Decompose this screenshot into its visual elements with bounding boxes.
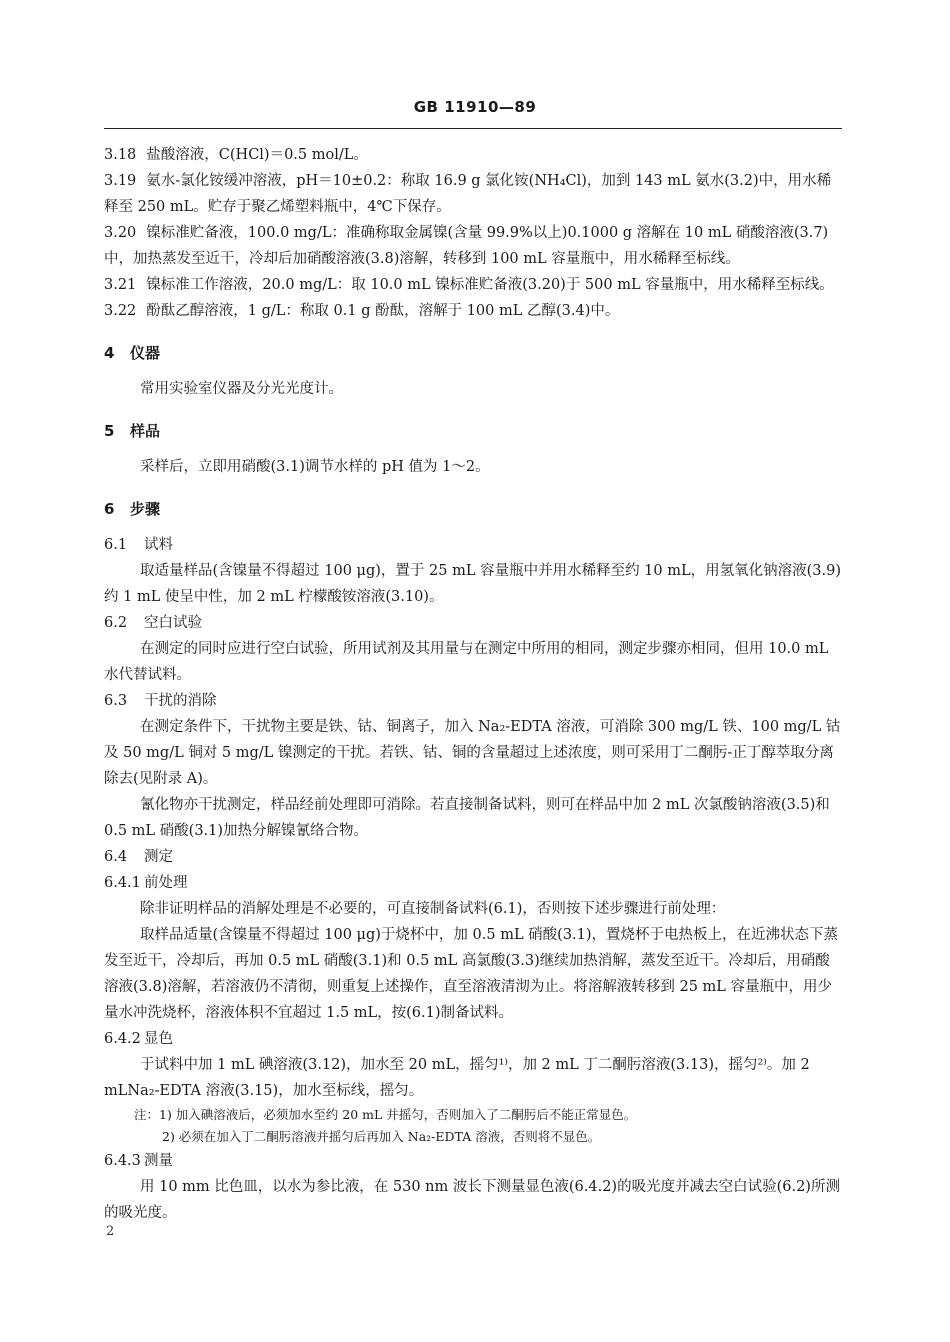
subsection-6-1-body: 取适量样品(含镍量不得超过 100 μg)，置于 25 mL 容量瓶中并用水稀释至约 10 mL，用氢氧化钠溶液(3.9)约 1 mL 使呈中性，加 2 mL 柠檬酸铵溶液(3.10)。	[104, 563, 841, 605]
subsection-6-4-2-heading: 6.4.2 显色	[104, 1031, 173, 1047]
clause-text: 盐酸溶液，C(HCl)＝0.5 mol/L。	[146, 147, 368, 163]
subsection-6-3-body-1: 在测定条件下，干扰物主要是铁、钴、铜离子，加入 Na₂-EDTA 溶液，可消除 300 mg/L 铁、100 mg/L 钴及 50 mg/L 铜对 5 mg/L 镍测定的干扰。若铁、钴、铜的含量超过上述浓度，则可采用丁二酮肟-正丁醇萃取分离除去(见附录 A)。	[104, 719, 841, 787]
clause-3-20	[104, 220, 844, 272]
subsection-6-4-3-body: 用 10 mm 比色皿，以水为参比液，在 530 nm 波长下测量显色液(6.4.2)的吸光度并减去空白试验(6.2)所测的吸光度。	[104, 1179, 840, 1221]
header-rule	[104, 128, 842, 129]
section-6-heading: 6 步骤	[104, 500, 161, 518]
note-2: 2) 必须在加入丁二酮肟溶液并摇匀后再加入 Na₂-EDTA 溶液，否则将不显色。	[162, 1129, 601, 1144]
subsection-6-4-2-body: 于试料中加 1 mL 碘溶液(3.12)，加水至 20 mL，摇匀¹⁾，加 2 mL 丁二酮肟溶液(3.13)，摇匀²⁾。加 2 mLNa₂-EDTA 溶液(3.15)，加水至标线，摇匀。	[104, 1057, 810, 1099]
clause-number: 3.18	[104, 147, 137, 163]
clause-3-18	[104, 142, 844, 168]
clause-text: 镍标准贮备液，100.0 mg/L：准确称取金属镍(含量 99.9%以上)0.1000 g 溶解在 10 mL 硝酸溶液(3.7)中，加热蒸发至近干，冷却后加硝酸溶液(3.8)溶解，转移到 100 mL 容量瓶中，用水稀释至标线。	[104, 225, 829, 267]
section-4-heading: 4 仪器	[104, 344, 161, 362]
subsection-6-4-1-body-2: 取样品适量(含镍量不得超过 100 μg)于烧杯中，加 0.5 mL 硝酸(3.1)，置烧杯于电热板上，在近沸状态下蒸发至近干，冷却后，再加 0.5 mL 硝酸(3.1)和 0.5 mL 高氯酸(3.3)继续加热消解，蒸发至近干。冷却后，用硝酸溶液(3.8)溶解，若溶液仍不清彻，则重复上述操作，直至溶液清沏为止。将溶解液转移到 25 mL 容量瓶中，用少量水冲洗烧杯，溶液体积不宜超过 1.5 mL，按(6.1)制备试料。	[104, 927, 839, 1021]
subsection-6-2-heading: 6.2 空白试验	[104, 615, 202, 631]
clause-number: 3.22	[104, 303, 137, 319]
note-1: 注：1) 加入碘溶液后，必须加水至约 20 mL 并摇匀，否则加入了二酮肟后不能正常显色。	[134, 1107, 637, 1122]
section-5-body: 采样后，立即用硝酸(3.1)调节水样的 pH 值为 1～2。	[140, 459, 490, 475]
subsection-6-2-body: 在测定的同时应进行空白试验，所用试剂及其用量与在测定中所用的相同，测定步骤亦相同，但用 10.0 mL 水代替试料。	[104, 641, 829, 683]
page-number: 2	[106, 1224, 115, 1239]
subsection-6-3-heading: 6.3 干扰的消除	[104, 693, 217, 709]
clause-number: 3.21	[104, 277, 137, 293]
subsection-6-4-1-heading: 6.4.1 前处理	[104, 875, 188, 891]
page-content	[104, 142, 844, 1226]
standard-header: GB 11910—89	[413, 98, 537, 116]
clause-3-22	[104, 298, 844, 324]
subsection-6-4-1-body-1: 除非证明样品的消解处理是不必要的，可直接制备试料(6.1)，否则按下述步骤进行前处理：	[140, 901, 726, 917]
clause-text: 氨水-氯化铵缓冲溶液，pH＝10±0.2：称取 16.9 g 氯化铵(NH₄Cl)，加到 143 mL 氨水(3.2)中，用水稀释至 250 mL。贮存于聚乙烯塑料瓶中，4℃下保存。	[104, 173, 832, 215]
subsection-6-1-heading: 6.1 试料	[104, 537, 173, 553]
clause-number: 3.19	[104, 173, 137, 189]
clause-number: 3.20	[104, 225, 137, 241]
section-5-heading: 5 样品	[104, 422, 161, 440]
section-4-body: 常用实验室仪器及分光光度计。	[140, 381, 343, 397]
clause-text: 镍标准工作溶液，20.0 mg/L：取 10.0 mL 镍标准贮备液(3.20)于 500 mL 容量瓶中，用水稀释至标线。	[146, 277, 834, 293]
subsection-6-4-3-heading: 6.4.3 测量	[104, 1153, 173, 1169]
clause-3-21	[104, 272, 844, 298]
clause-text: 酚酞乙醇溶液，1 g/L：称取 0.1 g 酚酞，溶解于 100 mL 乙醇(3.4)中。	[146, 303, 620, 319]
subsection-6-4-heading: 6.4 测定	[104, 849, 173, 865]
subsection-6-3-body-2: 氰化物亦干扰测定，样品经前处理即可消除。若直接制备试料，则可在样品中加 2 mL 次氯酸钠溶液(3.5)和 0.5 mL 硝酸(3.1)加热分解镍氰络合物。	[104, 797, 830, 839]
clause-3-19	[104, 168, 844, 220]
